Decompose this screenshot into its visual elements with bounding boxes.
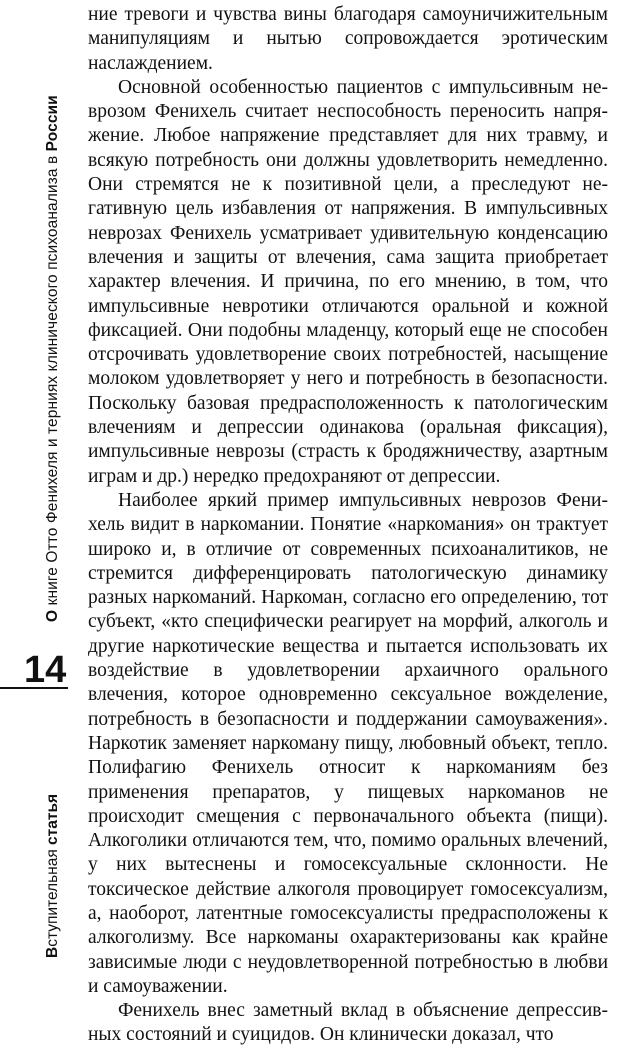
body-text: [88, 3, 608, 1048]
running-head-section: [44, 794, 62, 958]
paragraph-continued: ние тревоги и чувства вины благодаря самоуничижительным манипуляциям и нытью сопровождается эротическим наслаждением.: [88, 4, 608, 74]
paragraph-depression: Фенихель внес заметный вклад в объяснение депрессивных состояний и суицидов. Он клинически доказал, что: [88, 1000, 608, 1046]
running-head-title-initial: О: [44, 609, 61, 622]
running-head-section-bold: статья: [44, 793, 61, 845]
paragraph-impulsive-neurosis: Основной особенностью пациентов с импульсивным неврозом Фенихель считает неспособность переносить напряжение. Любое напряжение представляет для них травму, и всякую потребность они должны удовлетворить немедленно. Они стремятся не к позитивной цели, а преследуют негативную цель избавления от напряжения. В импульсивных неврозах Фенихель усматривает удивительную конденсацию влечения и защиты от влечения, сама защита приобретает характер влечения. И причина, по его мнению, в том, что импульсивные невротики отличаются оральной и кожной фиксацией. Они подобны младенцу, который еще не способен отсрочивать удовлетворение своих потребностей, насыщение молоком удовлетворяет у него и потребность в безопасности. Поскольку базовая предрасположенность к патологическим влечениям и депрессии одинакова (оральная фиксация), импульсивные неврозы (страсть к бродяжничеству, азартным играм и др.) нередко предохраняют от депрессии.: [88, 76, 608, 487]
running-head-title-country: России: [44, 95, 61, 152]
page-number: 14: [24, 649, 67, 691]
running-head-section-initial: В: [44, 946, 61, 958]
paragraph-addiction: Наиболее яркий пример импульсивных неврозов Фенихель видит в наркомании. Понятие «наркомания» он трактует широко и, в отличие от современных психоаналитиков, не стремится дифференцировать патологическую динамику разных наркоманий. Наркоман, согласно его определению, тот субъект, «кто специфически реагирует на морфий, алкоголь и другие наркотические вещества и пытается использовать их воздействие в удовлетворении архаичного орального влечения, которое одновременно сексуальное вожделение, потребность в безопасности и поддержании самоуважения». Наркотик заменяет наркоману пищу, любовный объект, тепло. Полифагию Фенихель относит к наркоманиям без применения препаратов, у пищевых наркоманов не происходит смещения с первоначального объекта (пищи). Алкоголики отличаются тем, что, помимо оральных влечений, у них вытеснены и гомосексуальные склонности. Не токсическое действие алкоголя провоцирует гомосексуализм, а, наоборот, латентные гомосексуалисты предрасположены к алкоголизму. Все наркоманы охарактеризованы как крайне зависимые люди с неудовлетворенной потребностью в любви и самоуважении.: [88, 489, 608, 997]
running-head-title: [44, 95, 62, 622]
running-head-section-text: ступительная: [44, 844, 61, 947]
page-number-rule: [0, 687, 68, 689]
running-head-title-text: книге Отто Фенихеля и терниях клинического психоанализа в: [44, 151, 61, 610]
